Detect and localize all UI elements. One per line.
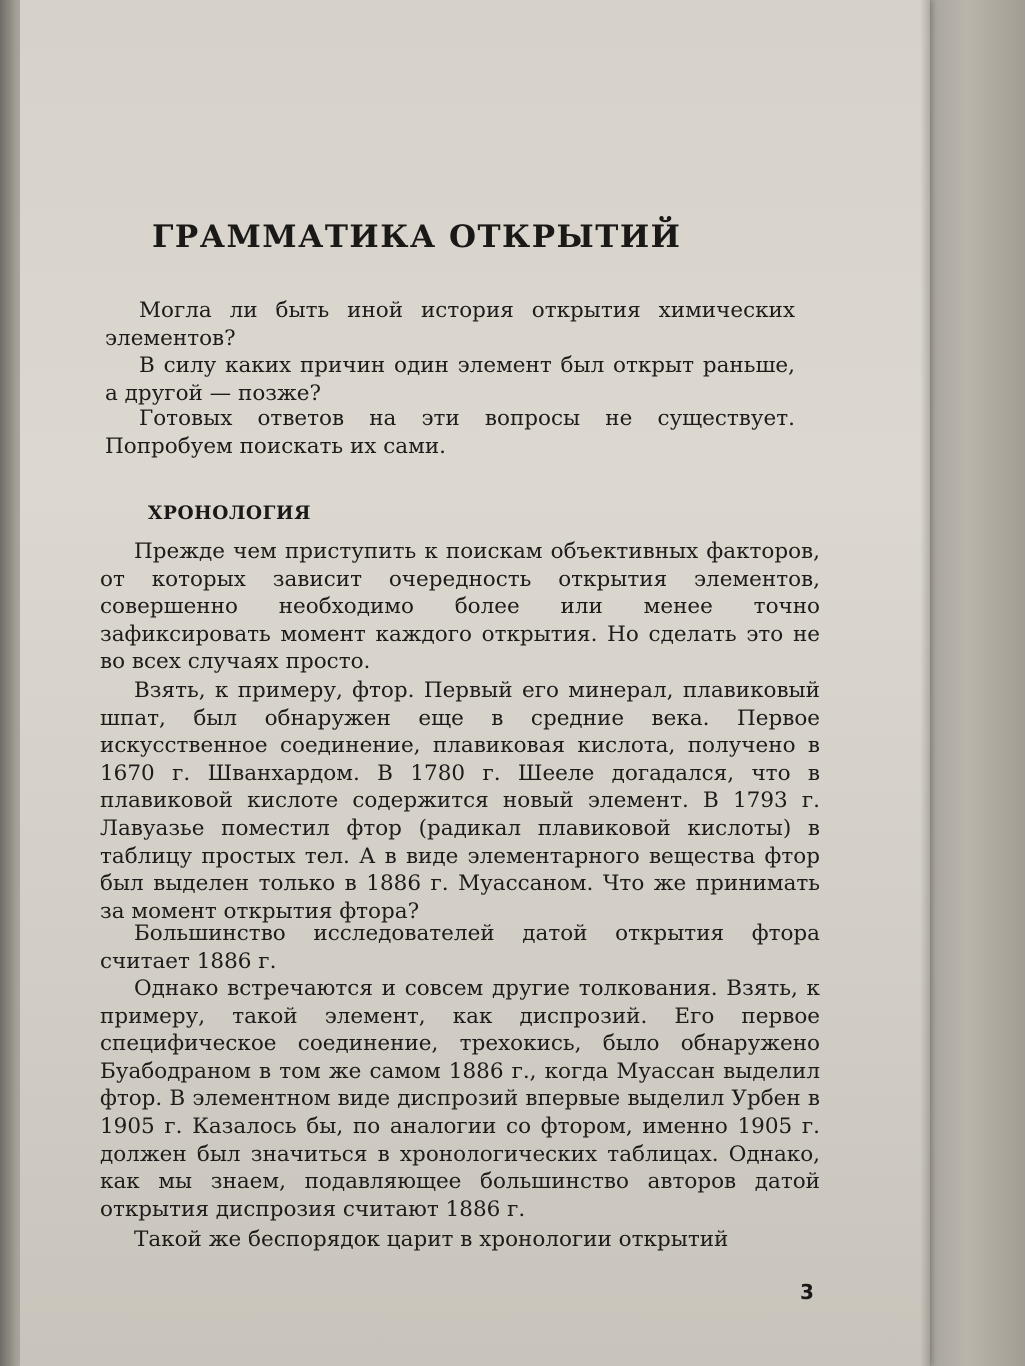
intro-paragraph-1: Могла ли быть иной история открытия химических элементов? xyxy=(105,298,795,351)
body-paragraph-5: Такой же беспорядок царит в хронологии открытий xyxy=(134,1227,729,1252)
book-spine-edge xyxy=(0,0,22,1366)
intro-paragraph-3: Готовых ответов на эти вопросы не существует. Попробуем поискать их сами. xyxy=(105,406,795,459)
intro-paragraph-2: В силу каких причин один элемент был открыт раньше, а другой — позже? xyxy=(105,353,795,406)
body-paragraph-3: Большинство исследователей датой открытия фтора считает 1886 г. xyxy=(100,921,820,974)
page-number: 3 xyxy=(800,1280,814,1304)
body-paragraph-4: Однако встречаются и совсем другие толкования. Взять, к примеру, такой элемент, как диспрозий. Его первое специфическое соединение, трехокись, было обнаружено Буабодраном в том же самом 1886 г., когда Муассан выделил фтор. В элементном виде диспрозий впервые выделил Урбен в 1905 г. Казалось бы, по аналогии со фтором, именно 1905 г. должен был значиться в хронологических таблицах. Однако, как мы знаем, подавляющее большинство авторов датой открытия диспрозия считают 1886 г. xyxy=(100,976,820,1222)
body-paragraph-2: Взять, к примеру, фтор. Первый его минерал, плавиковый шпат, был обнаружен еще в средние века. Первое искусственное соединение, плавиковая кислота, получено в 1670 г. Шванхардом. В 1780 г. Шееле догадался, что в плавиковой кислоте содержится новый элемент. В 1793 г. Лавуазье поместил фтор (радикал плавиковой кислоты) в таблицу простых тел. А в виде элементарного вещества фтор был выделен только в 1886 г. Муассаном. Что же принимать за момент открытия фтора? xyxy=(100,678,820,924)
section-title: ХРОНОЛОГИЯ xyxy=(148,503,312,525)
page-title: ГРАММАТИКА ОТКРЫТИЙ xyxy=(152,218,682,255)
body-paragraph-1: Прежде чем приступить к поискам объективных факторов, от которых зависит очередность открытия элементов, совершенно необходимо более или менее точно зафиксировать момент каждого открытия. Но сделать это не во всех случаях просто. xyxy=(100,539,820,675)
page-edge-shadow xyxy=(920,0,930,1366)
adjacent-page-edge xyxy=(928,0,1025,1366)
